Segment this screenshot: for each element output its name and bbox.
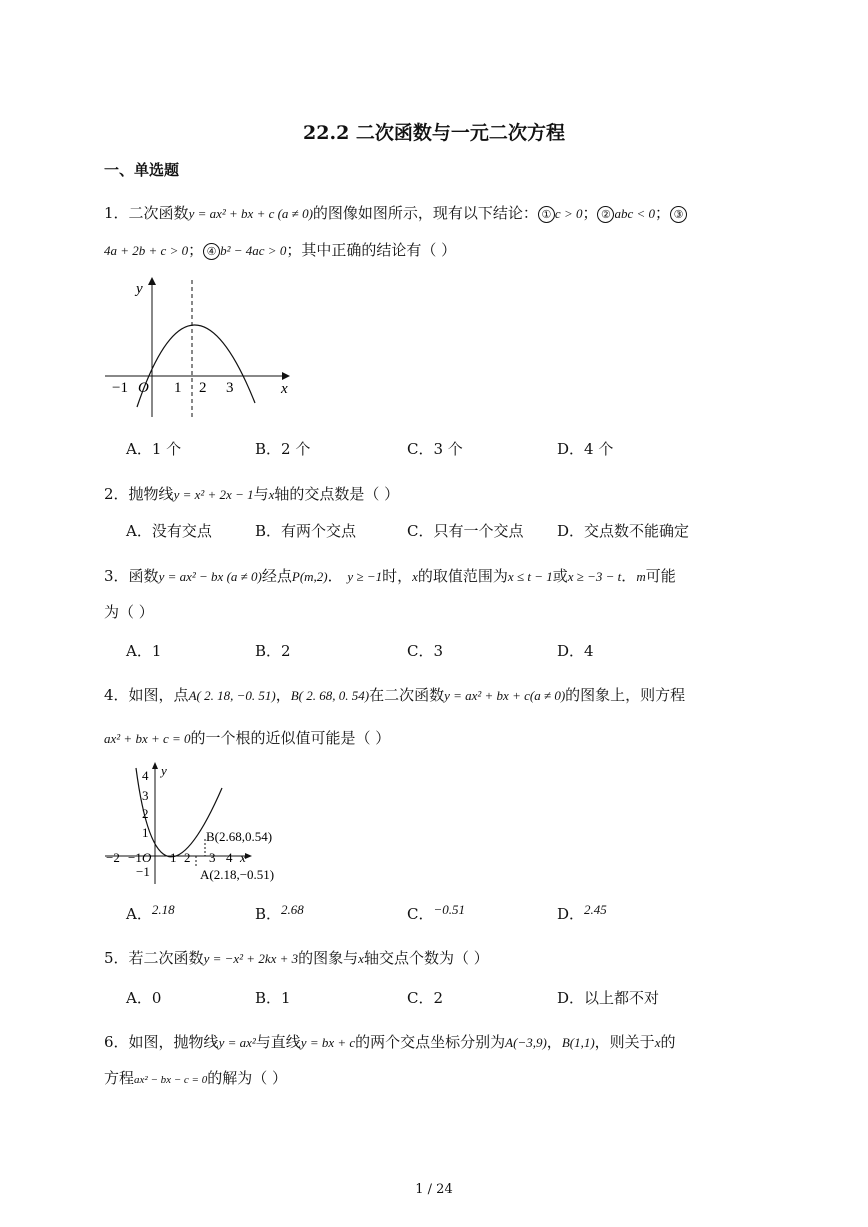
q5-option-c: C．2 <box>407 989 444 1007</box>
svg-text:1: 1 <box>174 380 182 396</box>
question-4-line1: 4．如图，点A( 2. 18, −0. 51)，B( 2. 68, 0. 54)在二次函数y = ax² + bx + c(a ≠ 0)的图象上，则方程 <box>104 686 686 704</box>
page-title: 22.2 二次函数与一元二次方程 <box>303 122 565 144</box>
svg-text:O: O <box>138 380 149 396</box>
q4-option-a: A．2.18 <box>126 902 175 923</box>
circled-4: ④ <box>203 243 220 260</box>
q2-option-a: A．没有交点 <box>126 522 212 540</box>
q5-option-d: D．以上都不对 <box>557 989 660 1007</box>
circled-3: ③ <box>670 206 687 223</box>
question-4-graph <box>100 760 290 890</box>
q4-option-b: B．2.68 <box>255 902 304 923</box>
q4-option-d: D．2.45 <box>557 902 607 923</box>
svg-text:−1: −1 <box>128 850 142 865</box>
page-number: 1 / 24 <box>415 1182 453 1197</box>
svg-text:2: 2 <box>184 850 191 865</box>
q2-option-c: C．只有一个交点 <box>407 522 524 540</box>
q1-option-a: A．1 个 <box>126 440 182 458</box>
svg-text:O: O <box>142 850 152 865</box>
question-4-line2: ax² + bx + c = 0的一个根的近似值可能是（ ） <box>104 729 391 747</box>
svg-text:y: y <box>136 281 143 297</box>
question-3-line1: 3．函数y = ax² − bx (a ≠ 0)经点P(m,2)． y ≥ −1时，x的取值范围为x ≤ t − 1或x ≥ −3 − t．m可能 <box>104 567 676 585</box>
svg-text:x: x <box>240 850 246 865</box>
svg-text:1: 1 <box>170 850 177 865</box>
svg-text:3: 3 <box>226 380 234 396</box>
q1-option-d: D．4 个 <box>557 440 614 458</box>
svg-text:2: 2 <box>199 380 207 396</box>
q1-option-b: B．2 个 <box>255 440 311 458</box>
svg-text:−2: −2 <box>106 850 120 865</box>
q3-option-d: D．4 <box>557 642 594 660</box>
circled-1: ① <box>538 206 555 223</box>
q2-option-b: B．有两个交点 <box>255 522 357 540</box>
svg-text:−1: −1 <box>112 380 128 396</box>
q3-option-b: B．2 <box>255 642 291 660</box>
svg-text:1: 1 <box>142 825 149 840</box>
q1-option-c: C．3 个 <box>407 440 463 458</box>
q2-option-d: D．交点数不能确定 <box>557 522 690 540</box>
svg-text:4: 4 <box>226 850 233 865</box>
svg-text:−1: −1 <box>136 864 150 879</box>
q4-option-c: C．−0.51 <box>407 902 466 923</box>
question-1-line1: 1．二次函数y = ax² + bx + c (a ≠ 0)的图像如图所示，现有以下结论： ① c > 0； ② abc < 0； ③ <box>104 201 687 226</box>
question-6-line1: 6．如图，抛物线y = ax²与直线y = bx + c的两个交点坐标分别为A(−3,9)，B(1,1)，则关于x的 <box>104 1033 676 1051</box>
svg-text:x: x <box>281 381 288 397</box>
section-heading: 一、单选题 <box>104 161 180 179</box>
svg-text:4: 4 <box>142 768 149 783</box>
question-3-line2: 为（ ） <box>104 603 154 621</box>
svg-text:3: 3 <box>142 788 149 803</box>
svg-text:3: 3 <box>209 850 216 865</box>
q5-option-b: B．1 <box>255 989 291 1007</box>
question-1-line2: 4a + 2b + c > 0； ④ b² − 4ac > 0；其中正确的结论有（ ） <box>104 241 457 259</box>
question-1-graph <box>100 275 300 420</box>
svg-text:B(2.68,0.54): B(2.68,0.54) <box>206 829 273 844</box>
svg-text:y: y <box>161 763 167 778</box>
circled-2: ② <box>597 206 614 223</box>
svg-text:2: 2 <box>142 806 149 821</box>
svg-text:A(2.18,−0.51): A(2.18,−0.51) <box>200 867 275 882</box>
question-5: 5．若二次函数y = −x² + 2kx + 3的图象与x轴交点个数为（ ） <box>104 949 489 967</box>
q3-option-c: C．3 <box>407 642 444 660</box>
q3-option-a: A．1 <box>126 642 162 660</box>
question-2: 2．抛物线y = x² + 2x − 1与x轴的交点数是（ ） <box>104 485 400 503</box>
q5-option-a: A．0 <box>126 989 162 1007</box>
question-6-line2: 方程ax² − bx − c = 0的解为（ ） <box>104 1069 288 1087</box>
